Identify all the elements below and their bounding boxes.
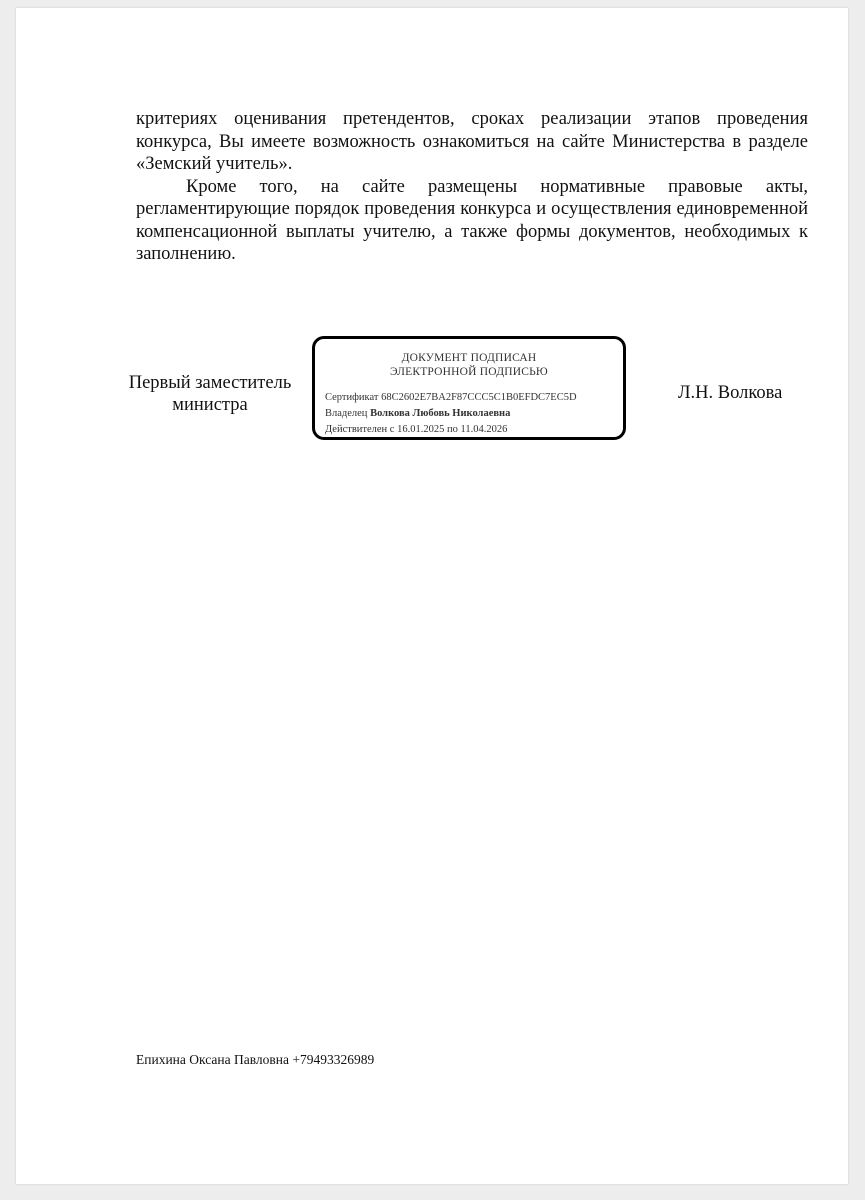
body-paragraph: Кроме того, на сайте размещены нормативные правовые акты, регламентирующие порядок проведения конкурса и осуществления единовременной компенсационной выплаты учителю, а также формы документов, необходимых к заполнению. [136,176,808,264]
stamp-title [315,351,623,379]
signatory-position [116,372,304,416]
valid-label: Действителен с [325,424,395,435]
certificate-value: 68C2602E7BA2F87CCC5C1B0EFDC7EC5D [381,392,577,403]
stamp-title-line: ДОКУМЕНТ ПОДПИСАН [401,352,537,364]
stamp-certificate [325,391,577,404]
valid-to-label: по [446,424,458,435]
body-paragraph-continuation: критериях оценивания претендентов, сроках реализации этапов проведения конкурса, Вы имеете возможность ознакомиться на сайте Министерства в разделе «Земский учитель». [136,109,808,174]
valid-to: 11.04.2026 [460,424,508,435]
stamp-owner [325,407,510,420]
position-line: Первый заместитель [128,373,292,393]
owner-label: Владелец [325,408,368,419]
stamp-validity [325,423,507,436]
executor-contact: Епихина Оксана Павловна +79493326989 [136,1052,375,1067]
document-page [16,8,848,1184]
electronic-signature-stamp [312,336,626,440]
position-line: министра [172,395,248,415]
certificate-label: Сертификат [325,392,379,403]
letter-body [136,108,808,266]
owner-value: Волкова Любовь Николаевна [370,408,511,419]
stamp-title-line: ЭЛЕКТРОННОЙ ПОДПИСЬЮ [390,366,548,378]
signer-name: Л.Н. Волкова [678,383,783,403]
valid-from: 16.01.2025 [397,424,445,435]
